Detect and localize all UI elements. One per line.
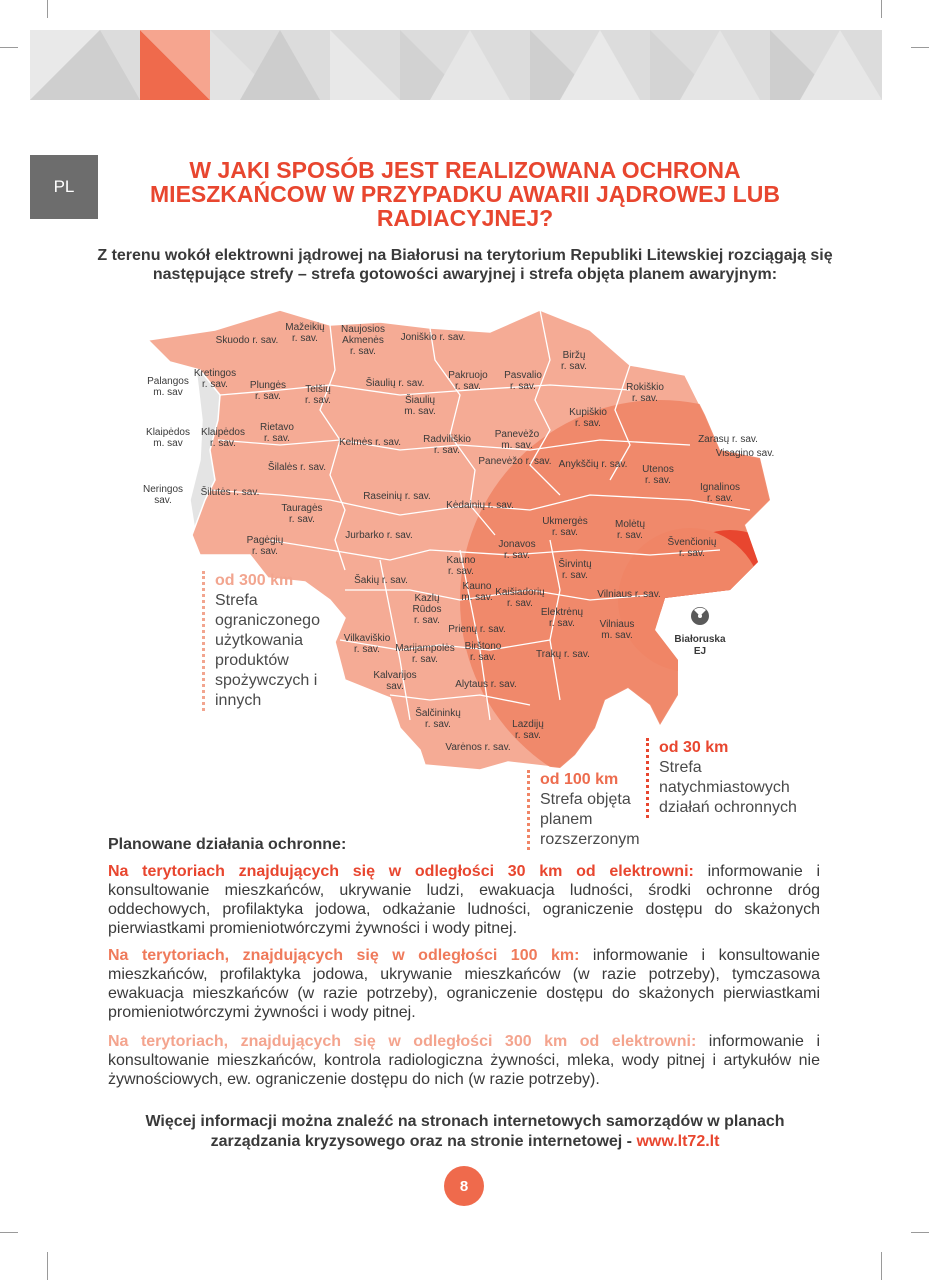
- region-label: Kaišiadorių r. sav.: [495, 587, 545, 609]
- region-label: Plungės r. sav.: [249, 380, 287, 402]
- region-label: Lazdijų r. sav.: [512, 719, 544, 741]
- website-link[interactable]: www.lt72.lt: [636, 1133, 720, 1150]
- region-label: Elektrėnų r. sav.: [540, 607, 584, 629]
- zone-300-distance: od 300 km: [215, 572, 294, 589]
- crop-mark: [47, 0, 48, 18]
- action-lead: Na terytoriach znajdujących się w odległości 30 km od elektrowni:: [108, 863, 694, 880]
- region-label: Anykščių r. sav.: [558, 459, 628, 470]
- region-label: Tauragės r. sav.: [281, 503, 323, 525]
- action-lead: Na terytoriach, znajdujących się w odległości 300 km od elektrowni:: [108, 1033, 697, 1050]
- zone-30-line: działań ochronnych: [659, 799, 797, 816]
- crop-mark: [881, 0, 882, 18]
- zone-300-line: innych: [215, 692, 262, 709]
- crop-mark: [911, 1232, 929, 1233]
- region-label: Rokiškio r. sav.: [626, 382, 664, 404]
- region-label: Pasvalio r. sav.: [504, 370, 542, 392]
- zone-300-line: użytkowania: [215, 632, 304, 649]
- action-text: informowanie i konsultowanie mieszkańców, ukrywanie ludzi, ewakuacja ludności, środki ochronne dróg oddechowych, profilaktyka jodowa, odkażanie ludności, ograniczenie dostępu do skażonych pierwiastkami promieniotwórczymi żywności i wody pitnej.: [108, 863, 820, 937]
- region-label: Vilkaviškio r. sav.: [343, 633, 391, 655]
- action-paragraph-300km: [108, 1032, 820, 1089]
- region-label: Birštono r. sav.: [464, 641, 502, 663]
- region-label: Telšių r. sav.: [305, 384, 331, 406]
- region-label: Kauno m. sav.: [461, 581, 493, 603]
- zone-300-line: ograniczonego: [215, 612, 320, 629]
- zone-100-line: Strefa objęta: [540, 791, 631, 808]
- region-label: Panevėžo m. sav.: [494, 429, 540, 451]
- crop-mark: [47, 1252, 48, 1280]
- region-label: Kretingos r. sav.: [193, 368, 237, 390]
- zone-30-line: natychmiastowych: [659, 779, 790, 796]
- page-title: W JAKI SPOSÓB JEST REALIZOWANA OCHRONA MIESZKAŃCOW W PRZYPADKU AWARII JĄDROWEJ LUB RADIACYJNEJ?: [150, 157, 780, 231]
- crop-mark: [0, 47, 18, 48]
- region-label: Šakių r. sav.: [354, 575, 408, 586]
- region-label: Kalvarijos sav.: [373, 670, 417, 692]
- zone-100-distance: od 100 km: [540, 771, 619, 788]
- region-label: Pakruojo r. sav.: [448, 370, 488, 392]
- region-label: Ukmergės r. sav.: [542, 516, 588, 538]
- action-text: informowanie i konsultowanie mieszkańców, profilaktyka jodowa, ukrywanie mieszkańców (w razie potrzeby), tymczasowa ewakuacja mieszkańców (w razie potrzeby), ograniczenie dostępu do skażonych pierwiastkami promieniotwórczymi żywności i wody pitnej.: [108, 947, 820, 1021]
- region-label: Prienų r. sav.: [448, 624, 506, 635]
- language-tab: PL: [30, 155, 98, 219]
- region-label: Skuodo r. sav.: [215, 335, 279, 346]
- region-label: Naujosios Akmenės r. sav.: [341, 324, 385, 357]
- zone-100-line: rozszerzonym: [540, 831, 640, 848]
- region-label: Rietavo r. sav.: [260, 422, 294, 444]
- zone-100-line: planem: [540, 811, 593, 828]
- region-label: Kazlų Rūdos r. sav.: [412, 593, 442, 626]
- zone-30-label: [646, 738, 797, 818]
- region-label: Utenos r. sav.: [642, 464, 674, 486]
- header-banner: [30, 30, 882, 100]
- region-label: Mažeikių r. sav.: [285, 322, 325, 344]
- region-label: Jurbarko r. sav.: [345, 530, 413, 541]
- region-label: Zarasų r. sav.: [698, 434, 758, 445]
- region-label: Kėdainių r. sav.: [446, 500, 514, 511]
- region-label: Vilniaus r. sav.: [597, 589, 661, 600]
- region-label: Neringos sav.: [142, 484, 184, 506]
- region-label: Kauno r. sav.: [446, 555, 476, 577]
- page-subtitle: Z terenu wokół elektrowni jądrowej na Białorusi na terytorium Republiki Litewskiej rozciągają się następujące strefy – strefa gotowości awaryjnej i strefa objęta planem awaryjnym:: [97, 247, 833, 283]
- zone-100-label: [527, 770, 640, 850]
- region-label: Biržų r. sav.: [561, 350, 587, 372]
- zone-30-distance: od 30 km: [659, 739, 729, 756]
- zone-300-line: spożywczych i: [215, 672, 318, 689]
- region-label: Palangos m. sav: [147, 376, 189, 398]
- region-label: Ignalinos r. sav.: [699, 482, 741, 504]
- region-label: Pagėgių r. sav.: [246, 535, 284, 557]
- zone-300-line: produktów: [215, 652, 289, 669]
- actions-heading: Planowane działania ochronne:: [108, 836, 347, 853]
- region-label: Širvintų r. sav.: [558, 559, 592, 581]
- action-lead: Na terytoriach, znajdujących się w odległości 100 km:: [108, 947, 580, 964]
- region-label: Šiaulių r. sav.: [365, 378, 425, 389]
- footer-text: Więcej informacji można znaleźć na stronach internetowych samorządów w planach zarządzania kryzysowego oraz na stronie internetowej -: [145, 1113, 785, 1150]
- zone-300-line: Strefa: [215, 592, 258, 609]
- region-label: Šilalės r. sav.: [267, 462, 327, 473]
- zone-30-line: Strefa: [659, 759, 702, 776]
- crop-mark: [0, 1232, 18, 1233]
- region-label: Šalčininkų r. sav.: [415, 708, 461, 730]
- action-text: informowanie i konsultowanie mieszkańców, kontrola radiologiczna żywności, mleka, wody pitnej i artykułów nie żywnościowych, ew. ograniczenie dostępu do nich (w razie potrzeby).: [108, 1033, 821, 1088]
- plant-label: Białoruska: [674, 634, 726, 645]
- region-label: Kelmės r. sav.: [338, 437, 402, 448]
- region-label: Panevėžo r. sav.: [478, 456, 552, 467]
- region-label: Joniškio r. sav.: [400, 332, 466, 343]
- region-label: Trakų r. sav.: [536, 649, 590, 660]
- region-label: Alytaus r. sav.: [455, 679, 517, 690]
- crop-mark: [911, 47, 929, 48]
- action-paragraph-30km: [108, 862, 820, 938]
- crop-mark: [881, 1252, 882, 1280]
- region-label: Šilutės r. sav.: [200, 487, 260, 498]
- region-label: Švenčionių r. sav.: [667, 537, 717, 559]
- zone-300-label: [202, 571, 320, 711]
- region-label: Klaipėdos m. sav: [146, 427, 190, 449]
- region-label: Varėnos r. sav.: [445, 742, 511, 753]
- region-label: Šiaulių m. sav.: [404, 395, 436, 417]
- region-label: Raseinių r. sav.: [363, 491, 431, 502]
- region-label: Marijampolės r. sav.: [395, 643, 455, 665]
- plant-label: EJ: [693, 646, 707, 657]
- page-number: 8: [444, 1166, 484, 1206]
- region-label: Molėtų r. sav.: [614, 519, 646, 541]
- region-label: Klaipėdos r. sav.: [201, 427, 245, 449]
- footer-info: [110, 1112, 820, 1152]
- action-paragraph-100km: [108, 946, 820, 1022]
- region-label: Jonavos r. sav.: [498, 539, 536, 561]
- region-label: Kupiškio r. sav.: [569, 407, 607, 429]
- region-label: Visagino sav.: [715, 448, 775, 459]
- region-label: Radviliškio r. sav.: [423, 434, 471, 456]
- region-label: Vilniaus m. sav.: [599, 619, 635, 641]
